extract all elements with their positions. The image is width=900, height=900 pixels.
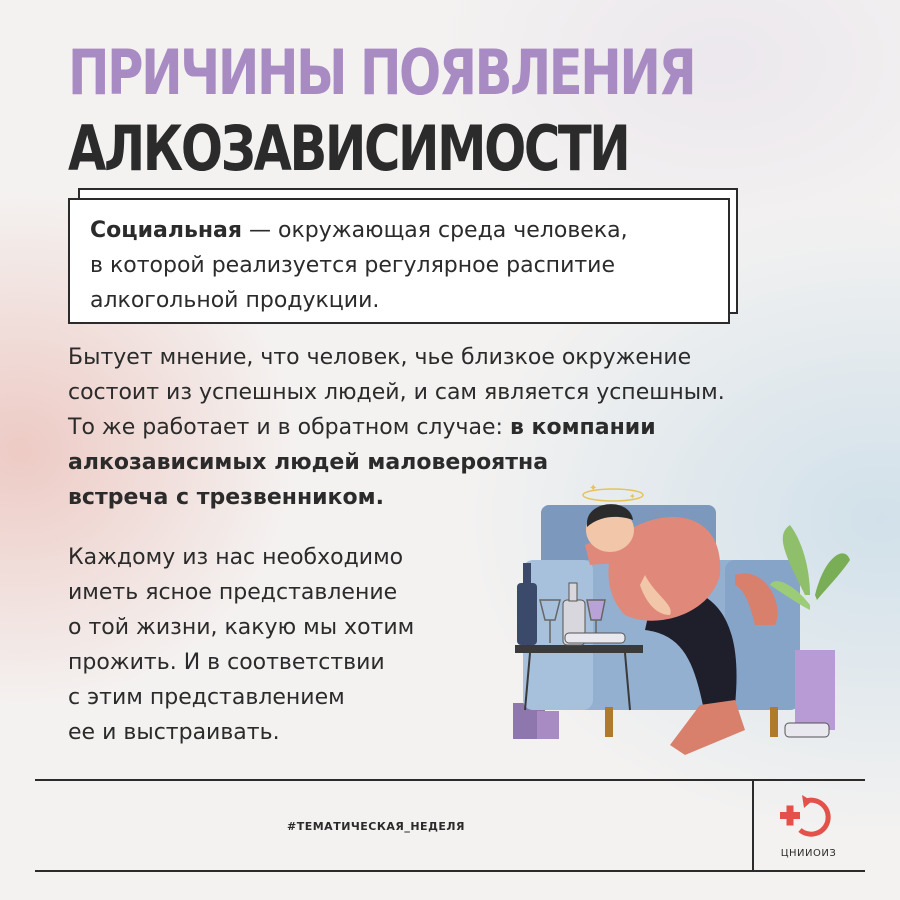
paragraph1-line-3-bold: в компании bbox=[509, 415, 656, 440]
hashtag: #ТЕМАТИЧЕСКАЯ_НЕДЕЛЯ bbox=[287, 820, 465, 833]
paragraph2-line: прожить. И в соответствии bbox=[68, 650, 385, 675]
dizzy-star: ✦ bbox=[629, 492, 636, 501]
wine-glass bbox=[587, 600, 605, 620]
paragraph2-line: иметь ясное представление bbox=[68, 580, 398, 605]
paragraph1-line-1: Бытует мнение, что человек, чье близкое окружение bbox=[68, 345, 692, 370]
title-line-1: ПРИЧИНЫ ПОЯВЛЕНИЯ bbox=[68, 36, 695, 109]
drunk-man-on-armchair-illustration bbox=[505, 465, 875, 765]
bottle-neck bbox=[569, 583, 577, 601]
bottle-neck bbox=[523, 563, 531, 585]
logo-cross-vertical bbox=[787, 806, 794, 826]
plant-pot bbox=[795, 650, 835, 730]
cross-circle-arrow-logo bbox=[778, 792, 840, 840]
bottle bbox=[517, 583, 537, 645]
definition-line-3: алкогольной продукции. bbox=[90, 288, 380, 313]
paragraph-life-vision bbox=[68, 540, 414, 750]
plant-leaf bbox=[815, 553, 850, 600]
paragraph1-line-5: встреча с трезвенником. bbox=[68, 485, 384, 510]
paragraph2-line: о той жизни, какую мы хотим bbox=[68, 615, 415, 640]
logo-arrow-head bbox=[802, 795, 812, 808]
paragraph2-line: Каждому из нас необходимо bbox=[68, 545, 404, 570]
paragraph2-line: ее и выстраивать. bbox=[68, 720, 280, 745]
armchair-leg bbox=[605, 707, 613, 737]
table-top bbox=[515, 645, 643, 653]
title-line-2: АЛКОЗАВИСИМОСТИ bbox=[68, 112, 629, 185]
box-shape bbox=[537, 711, 559, 739]
footer-divider-top bbox=[35, 779, 865, 781]
paragraph2-line: с этим представлением bbox=[68, 685, 345, 710]
definition-line-1-rest: — окружающая среда человека, bbox=[242, 218, 628, 243]
paragraph1-line-3 bbox=[68, 410, 725, 445]
paragraph1-line-4: алкозависимых людей маловероятна bbox=[68, 450, 549, 475]
footer-divider-bottom bbox=[35, 870, 865, 872]
definition-line-1 bbox=[90, 213, 708, 248]
definition-term: Социальная bbox=[90, 218, 243, 243]
definition-line-2: в которой реализуется регулярное распитие bbox=[90, 253, 616, 278]
logo-text: ЦНИИОИЗ bbox=[780, 848, 837, 859]
armchair-leg bbox=[770, 707, 778, 737]
dizzy-star: ✦ bbox=[589, 483, 598, 494]
paragraph1-line-3-regular: То же работает и в обратном случае: bbox=[68, 415, 510, 440]
bottle-on-floor bbox=[785, 723, 829, 737]
definition-box bbox=[68, 198, 730, 324]
bottle-lying bbox=[565, 633, 625, 643]
paragraph1-line-2: состоит из успешных людей, и сам является успешным. bbox=[68, 380, 725, 405]
